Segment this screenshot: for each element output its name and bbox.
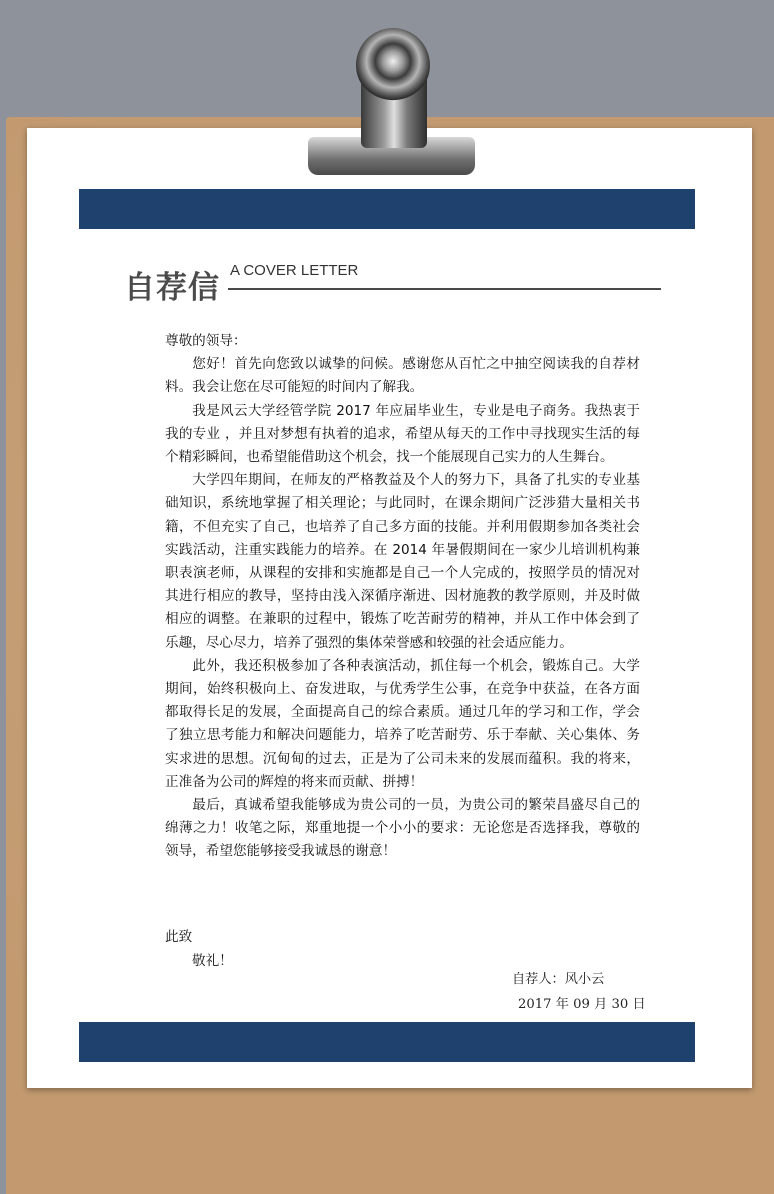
paragraph-greeting: 您好！首先向您致以诚挚的问候。感谢您从百忙之中抽空阅读我的自荐材料。我会让您在尽可能短的时间内了解我。: [165, 356, 640, 396]
header-band: [79, 189, 695, 229]
paragraph-introduction: 我是风云大学经管学院 2017 年应届毕业生，专业是电子商务。我热衷于我的专业 ，并且对梦想有执着的追求，希望从每天的工作中寻找现实生活的每个精彩瞬间，也希望能借助这个机会，找一个能展现自己实力的人生舞台。: [165, 402, 640, 466]
closing-block: [165, 925, 233, 973]
paragraph-activities: 此外，我还积极参加了各种表演活动，抓住每一个机会，锻炼自己。大学期间，始终积极向上、奋发进取，与优秀学生公事，在竞争中获益，在各方面都取得长足的发展，全面提高自己的综合素质。通过几年的学习和工作，学会了独立思考能力和解决问题能力，培养了吃苦耐劳、乐于奉献、关心集体、务实求进的思想。沉甸甸的过去，正是为了公司未来的发展而蕴积。我的将来，正准备为公司的辉煌的将来而贡献、拼搏！: [165, 657, 640, 790]
signature-line: 自荐人：风小云: [512, 972, 605, 987]
page-subtitle: A COVER LETTER: [230, 262, 359, 279]
closing-regards: 敬礼！: [192, 953, 233, 969]
paragraph-conclusion: 最后，真诚希望我能够成为贵公司的一员，为贵公司的繁荣昌盛尽自己的绵薄之力！收笔之际，郑重地提一个小小的要求：无论您是否选择我，尊敬的领导，希望您能够接受我诚恳的谢意！: [165, 797, 640, 860]
title-divider: [228, 288, 661, 290]
page-title: 自荐信: [124, 270, 220, 306]
salutation: 尊敬的领导：: [165, 333, 247, 349]
date-line: 2017 年 09 月 30 日: [518, 997, 646, 1012]
closing-line: 此致: [165, 929, 193, 945]
paragraph-university: 大学四年期间，在师友的严格教益及个人的努力下，具备了扎实的专业基础知识，系统地掌握了相关理论；与此同时，在课余期间广泛涉猎大量相关书籍，不但充实了自己，也培养了自己多方面的技能。并利用假期参加各类社会实践活动，注重实践能力的培养。在 2014 年暑假期间在一家少儿培训机构兼职表演老师，从课程的安排和实施都是自己一个人完成的，按照学员的情况对其进行相应的教导，坚持由浅入深循序渐进、因材施教的教学原则，并及时做相应的调整。在兼职的过程中，锻炼了吃苦耐劳的精神，并从工作中体会到了乐趣，尽心尽力，培养了强烈的集体荣誉感和较强的社会适应能力。: [165, 472, 640, 651]
letter-body: [165, 330, 640, 864]
footer-band: [79, 1022, 695, 1062]
binder-clip-icon: [356, 28, 430, 102]
